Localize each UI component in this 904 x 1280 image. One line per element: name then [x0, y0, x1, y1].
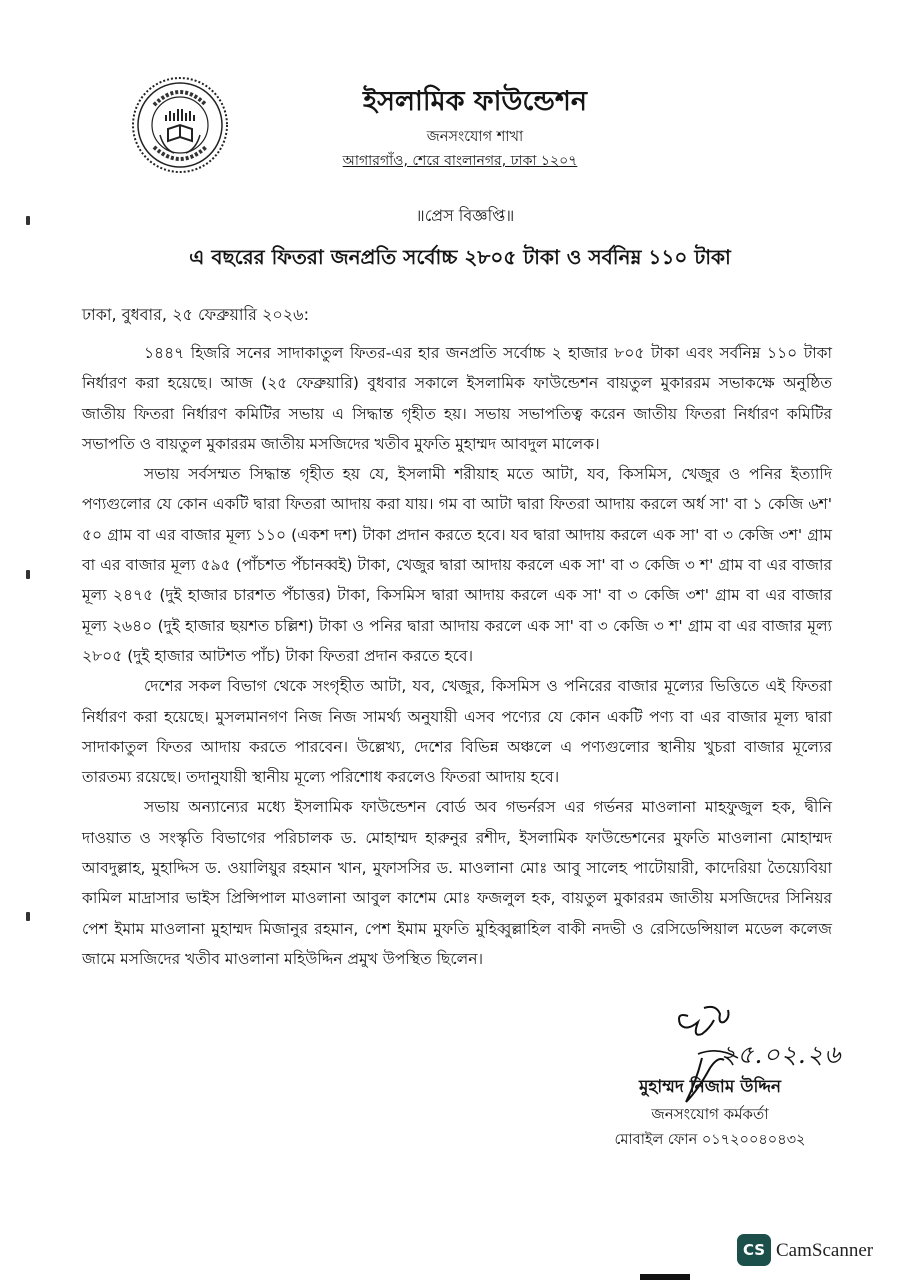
paragraph-price-basis: দেশের সকল বিভাগ থেকে সংগৃহীত আটা, যব, খেজুর, কিসমিস ও পনিরের বাজার মূল্যের ভিত্তিতে এই ফিতরা নির্ধারণ করা হয়েছে। মুসলমানগণ নিজ নিজ সামর্থ্য অনুযায়ী এসব পণ্যের যে কোন একটি পণ্য বা এর বাজার মূল্য দ্বারা সাদাকাতুল ফিতর আদায় করতে পারবেন। উল্লেখ্য, দেশের বিভিন্ন অঞ্চলে এ পণ্যগুলোর স্থানীয় খুচরা বাজার মূল্যের তারতম্য রয়েছে। তদানুযায়ী স্থানীয় মূল্যে পরিশোধ করলেও ফিতরা আদায় হবে। — [82, 677, 832, 787]
paragraph-rates-announcement: ১৪৪৭ হিজরি সনের সাদাকাতুল ফিতর-এর হার জনপ্রতি সর্বোচ্চ ২ হাজার ৮০৫ টাকা এবং সর্বনিম্ন ১১০ টাকা নির্ধারণ করা হয়েছে। আজ (২৫ ফেব্রুয়ারি) বুধবার সকালে ইসলামিক ফাউন্ডেশন বায়তুল মুকাররম সভাকক্ষে অনুষ্ঠিত জাতীয় ফিতরা নির্ধারণ কমিটির সভায় এ সিদ্ধান্ত গৃহীত হয়। সভায় সভাপতিত্ব করেন জাতীয় ফিতরা নির্ধারণ কমিটির সভাপতি ও বায়তুল মুকাররম জাতীয় মসজিদের খতীব মুফতি মুহাম্মদ আবদুল মালেক। — [82, 344, 832, 453]
organization-name: ইসলামিক ফাউন্ডেশন — [363, 86, 587, 117]
organization-branch: জনসংযোগ শাখা — [426, 129, 524, 145]
press-release-body — [82, 338, 832, 974]
dateline: ঢাকা, বুধবার, ২৫ ফেব্রুয়ারি ২০২৬: — [82, 305, 309, 324]
margin-mark — [26, 570, 30, 579]
signatory-name: মুহাম্মদ নিজাম উদ্দিন — [638, 1077, 782, 1097]
scan-edge-artifact — [640, 1274, 690, 1280]
margin-mark — [26, 912, 30, 921]
camscanner-label: CamScanner — [776, 1240, 874, 1261]
press-release-label: ॥প্রেস বিজ্ঞপ্তি॥ — [415, 206, 515, 225]
margin-mark — [26, 216, 30, 225]
paragraph-commodity-rates: সভায় সর্বসম্মত সিদ্ধান্ত গৃহীত হয় যে, ইসলামী শরীয়াহ মতে আটা, যব, কিসমিস, খেজুর ও পনির ইত্যাদি পণ্যগুলোর যে কোন একটি দ্বারা ফিতরা আদায় করা যায়। গম বা আটা দ্বারা ফিতরা আদায় করলে অর্ধ সা' বা ১ কেজি ৬শ' ৫০ গ্রাম বা এর বাজার মূল্য ১১০ (একশ দশ) টাকা প্রদান করতে হবে। যব দ্বারা আদায় করলে এক সা' বা ৩ কেজি ৩শ' গ্রাম বা এর বাজার মূল্য ৫৯৫ (পাঁচশত পঁচানব্বই) টাকা, খেজুর দ্বারা আদায় করলে এক সা' বা ৩ কেজি ৩ শ' গ্রাম বা এর বাজার মূল্য ২৪৭৫ (দুই হাজার চারশত পঁচাত্তর) টাকা, কিসমিস দ্বারা আদায় করলে এক সা' বা ৩ কেজি ৩শ' গ্রাম বা এর বাজার মূল্য ২৬৪০ (দুই হাজার ছয়শত চল্লিশ) টাকা ও পনির দ্বারা আদায় করলে এক সা' বা ৩ কেজি ৩ শ' গ্রাম বা এর বাজার মূল্য ২৮০৫ (দুই হাজার আটশত পাঁচ) টাকা ফিতরা প্রদান করতে হবে। — [82, 465, 832, 665]
organization-seal — [130, 75, 230, 175]
signatory-phone: মোবাইল ফোন ০১৭২০০৪০৪৩২ — [614, 1132, 806, 1148]
paragraph-attendees: সভায় অন্যান্যের মধ্যে ইসলামিক ফাউন্ডেশন বোর্ড অব গভর্নরস এর গর্ভনর মাওলানা মাহফুজুল হক, দ্বীনি দাওয়াত ও সংস্কৃতি বিভাগের পরিচালক ড. মোহাম্মদ হারুনুর রশীদ, ইসলামিক ফাউন্ডেশনের মুফতি মাওলানা মোহাম্মদ আবদুল্লাহ, মুহাদ্দিস ড. ওয়ালিয়ুর রহমান খান, মুফাসসির ড. মাওলানা মোঃ আবু সালেহ পাটোয়ারী, কাদেরিয়া তৈয়্যেবিয়া কামিল মাদ্রাসার ভাইস প্রিন্সিপাল মাওলানা আবুল কাশেম মোঃ ফজলুল হক, বায়তুল মুকাররম জাতীয় মসজিদের সিনিয়র পেশ ইমাম মাওলানা মুহাম্মদ মিজানুর রহমান, পেশ ইমাম মুফতি মুহিব্বুল্লাহিল বাকী নদভী ও রেসিডেন্সিয়াল মডেল কলেজ জামে মসজিদের খতীব মাওলানা মহিউদ্দিন প্রমুখ উপস্থিত ছিলেন। — [82, 798, 832, 968]
signature-date: ২৫.০২.২৬ — [720, 1040, 842, 1069]
headline: এ বছরের ফিতরা জনপ্রতি সর্বোচ্চ ২৮০৫ টাকা ও সর্বনিম্ন ১১০ টাকা — [189, 245, 731, 269]
camscanner-logo-icon: CS — [737, 1234, 771, 1266]
signatory-title: জনসংযোগ কর্মকর্তা — [651, 1105, 769, 1123]
organization-address: আগারগাঁও, শেরে বাংলানগর, ঢাকা ১২০৭ — [342, 153, 578, 169]
